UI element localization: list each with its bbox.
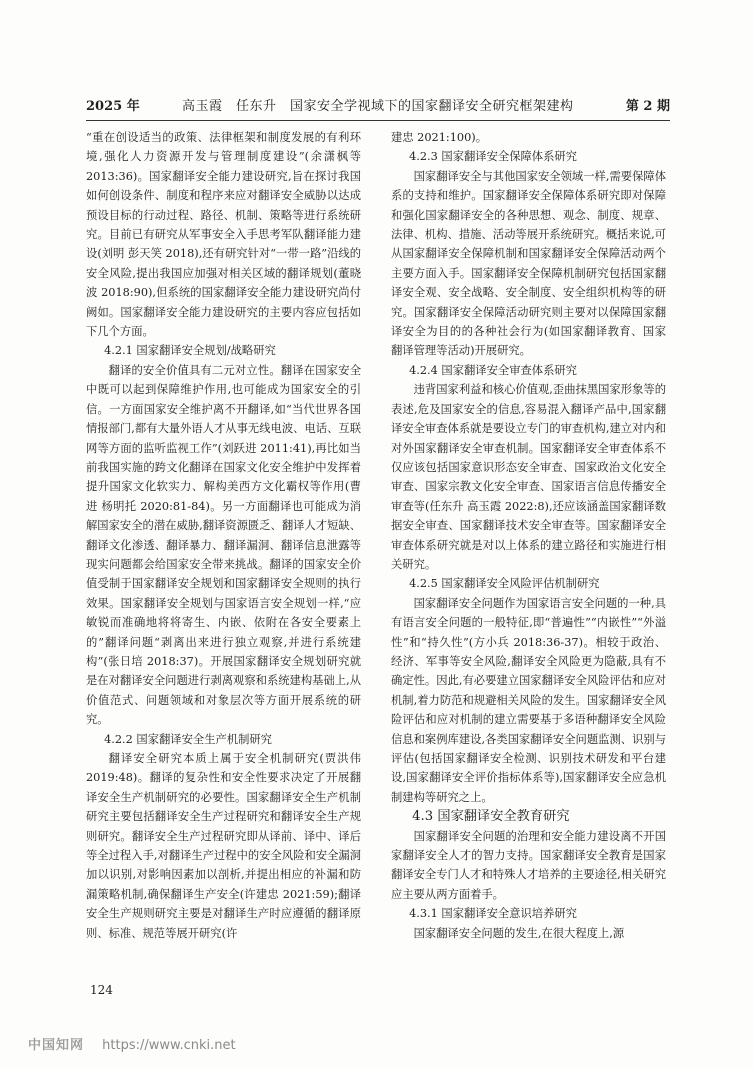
paragraph: 违背国家利益和核心价值观,歪曲抹黑国家形象等的表述,危及国家安全的信息,容易混入翻译产品中,国家翻译安全审查体系就是要设立专门的审查机构,建立对内和对外国家翻译安全审查机制。国家翻译安全审查体系不仅应该包括国家意识形态安全审查、国家政治文化安全审查、国家宗教文化安全审查、国家语言信息传播安全审查等(任东升 高玉霞 2022:8),还应该涵盖国家翻译数据安全审查、国家翻译技术安全审查等。国家翻译安全审查体系研究就是对以上体系的建立路径和实施进行相关研究。 bbox=[391, 383, 666, 571]
header-year: 2025 年 bbox=[86, 99, 140, 114]
cnki-url[interactable]: https://www.cnki.net bbox=[102, 1038, 236, 1053]
left-column bbox=[86, 128, 361, 943]
page-number: 124 bbox=[90, 983, 113, 997]
paragraph: 建忠 2021:100)。 bbox=[391, 131, 488, 144]
section-heading-4-3-1: 4.3.1 国家翻译安全意识培养研究 bbox=[409, 907, 577, 921]
section-heading-4-3: 4.3 国家翻译安全教育研究 bbox=[412, 809, 570, 825]
section-heading-4-2-3: 4.2.3 国家翻译安全保障体系研究 bbox=[409, 150, 577, 164]
header-rule bbox=[86, 120, 670, 121]
section-heading-4-2-1: 4.2.1 国家翻译安全规划/战略研究 bbox=[104, 344, 276, 358]
paragraph: 国家翻译安全问题的发生,在很大程度上,源 bbox=[413, 926, 625, 940]
paragraph: 国家翻译安全问题的治理和安全能力建设离不开国家翻译安全人才的智力支持。国家翻译安全教育是国家翻译安全专门人才和特殊人才培养的主要途径,相关研究应主要从两方面着手。 bbox=[391, 829, 666, 901]
watermark-footer bbox=[28, 1034, 236, 1053]
section-heading-4-2-5: 4.2.5 国家翻译安全风险评估机制研究 bbox=[409, 577, 600, 591]
section-heading-4-2-4: 4.2.4 国家翻译安全审查体系研究 bbox=[409, 363, 577, 377]
header-title: 高玉霞 任东升 国家安全学视域下的国家翻译安全研究框架建构 bbox=[182, 99, 574, 114]
paragraph: “重在创设适当的政策、法律框架和制度发展的有利环境,强化人力资源开发与管理制度建设”(余潇枫等 2013:36)。国家翻译安全能力建设研究,旨在探讨我国如何创设条件、制度和程序来应对翻译安全威胁以达成预设目标的行动过程、路径、机制、策略等进行系统研究。目前已有研究从军事安全入手思考军队翻译能力建设(刘明 彭天笑 2018),还有研究针对“一带一路”沿线的安全风险,提出我国应加强对相关区域的翻译规划(董晓波 2018:90),但系统的国家翻译安全能力建设研究尚付阙如。国家翻译安全能力建设研究的主要内容应包括如下几个方面。 bbox=[86, 131, 361, 339]
paragraph: 国家翻译安全与其他国家安全领域一样,需要保障体系的支持和维护。国家翻译安全保障体系研究即对保障和强化国家翻译安全的各种思想、观念、制度、规章、法律、机构、措施、活动等展开系统研究。概括来说,可从国家翻译安全保障机制和国家翻译安全保障活动两个主要方面入手。国家翻译安全保障机制研究包括国家翻译安全观、安全战略、安全制度、安全组织机构等的研究。国家翻译安全保障活动研究则主要对以保障国家翻译安全为目的的各种社会行为(如国家翻译教育、国家翻译管理等活动)开展研究。 bbox=[391, 169, 666, 358]
paragraph: 翻译的安全价值具有二元对立性。翻译在国家安全中既可以起到保障维护作用,也可能成为国家安全的引信。一方面国家安全维护离不开翻译,如“当代世界各国情报部门,都有大量外语人才从事无线电波、电话、互联网等方面的监听监视工作”(刘跃进 2011:41),再比如当前我国实施的跨文化翻译在国家文化安全维护中发挥着提升国家文化软实力、解构美西方文化霸权等作用(曹进 杨明托 2020:81-84)。另一方面翻译也可能成为消解国家安全的潜在威胁,翻译资源匮乏、翻译人才短缺、翻译文化渗透、翻译暴力、翻译漏洞、翻译信息泄露等现实问题都会给国家安全带来挑战。翻译的国家安全价值受制于国家翻译安全规划和国家翻译安全规则的执行效果。国家翻译安全规划与国家语言安全规划一样,“应敏锐而准确地将将寄生、内嵌、依附在各安全要素上的”翻译问题“剥离出来进行独立观察,并进行系统建构”(张日培 2018:37)。开展国家翻译安全规划研究就是在对翻译安全问题进行剥离观察和系统建构基础上,从价值范式、问题领域和对象层次等方面开展系统的研究。 bbox=[86, 363, 361, 727]
header-issue: 第 2 期 bbox=[625, 99, 670, 114]
section-heading-4-2-2: 4.2.2 国家翻译安全生产机制研究 bbox=[104, 732, 272, 746]
cnki-logo: 中国知网 bbox=[28, 1038, 85, 1053]
paragraph: 翻译安全研究本质上属于安全机制研究(贾洪伟 2019:48)。翻译的复杂性和安全性要求决定了开展翻译安全生产机制研究的必要性。国家翻译安全生产机制研究主要包括翻译安全生产过程研究和翻译安全生产规则研究。翻译安全生产过程研究即从译前、译中、译后等全过程入手,对翻译生产过程中的安全风险和安全漏洞加以识别,对影响因素加以剖析,并提出相应的补漏和防漏策略机制,确保翻译生产安全(许建忠 2021:59);翻译安全生产规则研究主要是对翻译生产时应遵循的翻译原则、标准、规范等展开研究(许 bbox=[86, 752, 361, 940]
paragraph: 国家翻译安全问题作为国家语言安全问题的一种,具有语言安全问题的一般特征,即“普遍性”“内嵌性”“外溢性”和“持久性”(方小兵 2018:36-37)。相较于政治、经济、军事等安全风险,翻译安全风险更为隐蔽,具有不确定性。因此,有必要建立国家翻译安全风险评估和应对机制,着力防范和规避相关风险的发生。国家翻译安全风险评估和应对机制的建立需要基于多语种翻译安全风险信息和案例库建设,各类国家翻译安全问题监测、识别与评估(包括国家翻译安全检测、识别技术研发和平台建设,国家翻译安全评价指标体系等),国家翻译安全应急机制建构等研究之上。 bbox=[391, 596, 666, 804]
right-column bbox=[391, 128, 666, 943]
